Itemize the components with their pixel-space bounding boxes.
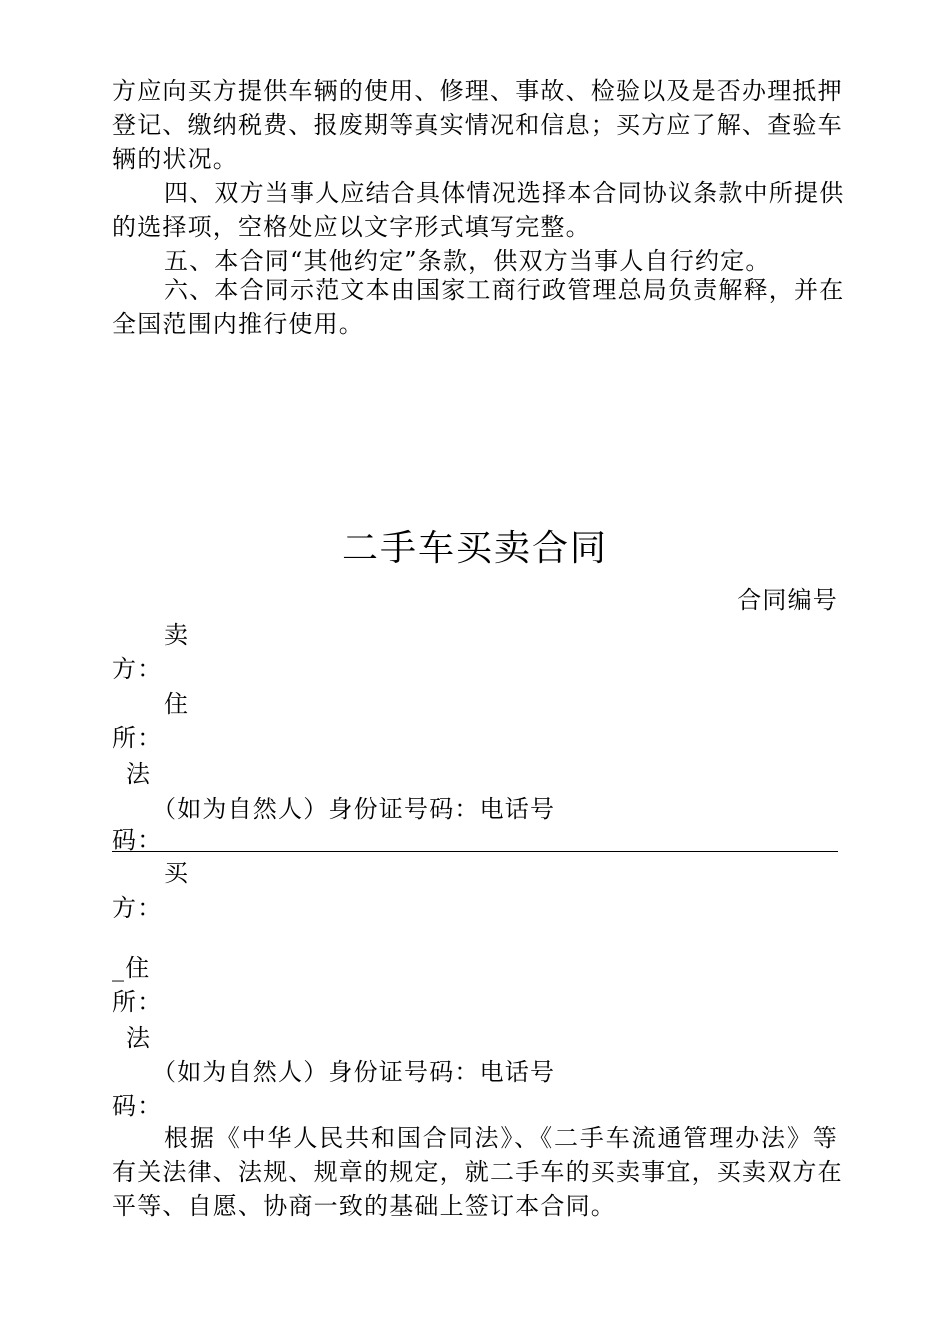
seller-id-phone: （如为自然人）身份证号码：电话号 xyxy=(152,795,556,823)
seller-label: 方： xyxy=(112,655,163,683)
buyer-law-char: 法 xyxy=(126,1024,152,1052)
basis-line-1: 根据《中华人民共和国合同法》、《二手车流通管理办法》等 xyxy=(164,1124,838,1152)
contract-title: 二手车买卖合同 xyxy=(341,528,608,569)
buyer-id-phone: （如为自然人）身份证号码：电话号 xyxy=(152,1058,556,1086)
seller-label-char: 卖 xyxy=(164,621,190,649)
buyer-address-label: 所： xyxy=(112,988,163,1016)
seller-address-char: 住 xyxy=(164,690,190,718)
buyer-label: 方： xyxy=(112,894,163,922)
intro-line-7: 六、本合同示范文本由国家工商行政管理总局负责解释，并在 xyxy=(164,276,845,304)
basis-line-2: 有关法律、法规、规章的规定，就二手车的买卖事宜，买卖双方在 xyxy=(112,1158,843,1186)
buyer-address-char: _住 xyxy=(112,954,151,982)
intro-line-3: 辆的状况。 xyxy=(112,145,238,173)
intro-line-4: 四、双方当事人应结合具体情况选择本合同协议条款中所提供 xyxy=(164,179,845,207)
intro-line-8: 全国范围内推行使用。 xyxy=(112,310,364,338)
intro-line-2: 登记、缴纳税费、报废期等真实情况和信息；买方应了解、查验车 xyxy=(112,111,843,139)
basis-line-3: 平等、自愿、协商一致的基础上签订本合同。 xyxy=(112,1192,616,1220)
contract-number-label: 合同编号 xyxy=(737,586,838,614)
underline-divider xyxy=(112,851,838,852)
seller-phone-code: 码： xyxy=(112,826,163,854)
seller-law-char: 法 xyxy=(126,760,152,788)
intro-line-1: 方应向买方提供车辆的使用、修理、事故、检验以及是否办理抵押 xyxy=(112,77,843,105)
seller-address-label: 所： xyxy=(112,724,163,752)
intro-line-6: 五、本合同“其他约定”条款，供双方当事人自行约定。 xyxy=(164,247,771,275)
intro-line-5: 的选择项，空格处应以文字形式填写完整。 xyxy=(112,213,591,241)
buyer-label-char: 买 xyxy=(164,859,190,887)
buyer-phone-code: 码： xyxy=(112,1092,163,1120)
